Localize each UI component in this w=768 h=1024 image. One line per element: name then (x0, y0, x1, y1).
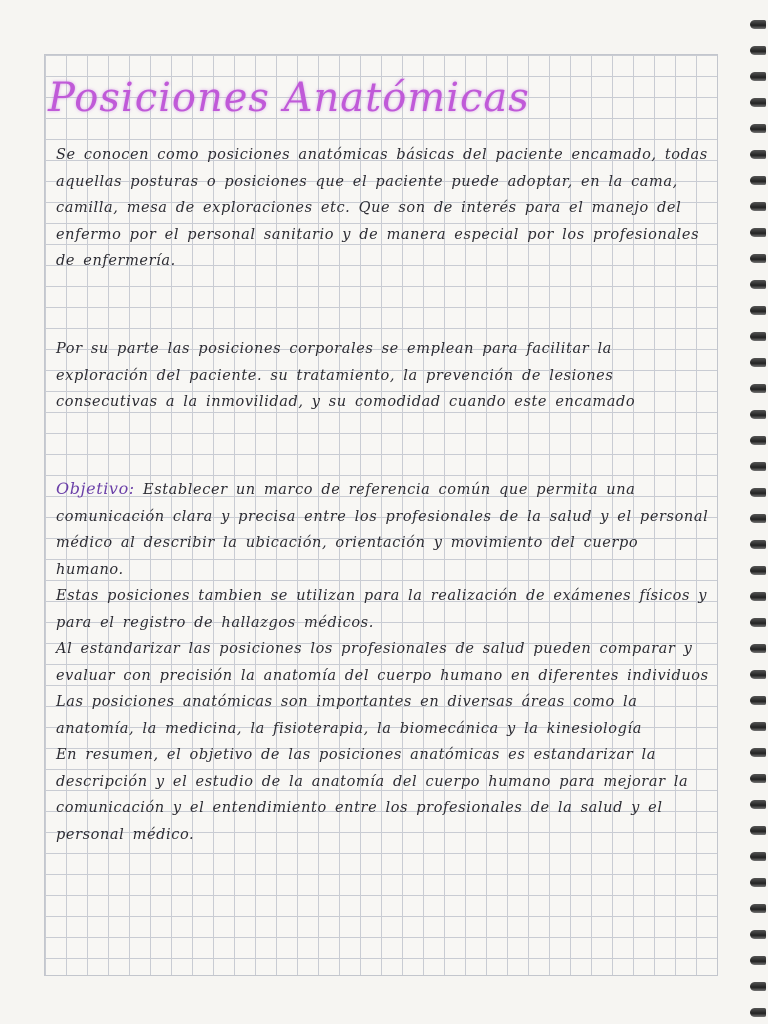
spiral-ring (750, 46, 766, 55)
spiral-ring (750, 774, 766, 783)
spiral-ring (750, 644, 766, 653)
spiral-ring (750, 202, 766, 211)
spiral-ring (750, 410, 766, 419)
spiral-ring (750, 696, 766, 705)
spiral-ring (750, 904, 766, 913)
spiral-ring (750, 436, 766, 445)
spiral-ring (750, 618, 766, 627)
objective-summary: En resumen, el objetivo de las posiciones anatómicas es estandarizar la descripción y el estudio de la anatomía del cuerpo humano para mejorar la comunicación y el entendimiento entre los profesionales de la salud y el personal médico. (56, 747, 689, 843)
spiral-binding (746, 20, 768, 1020)
spiral-ring (750, 878, 766, 887)
spiral-ring (750, 982, 766, 991)
spiral-ring (750, 514, 766, 523)
spiral-ring (750, 20, 766, 29)
spiral-ring (750, 670, 766, 679)
paragraph-purpose: Por su parte las posiciones corporales se emplean para facilitar la exploración del paciente. su tratamiento, la prevención de lesiones consecutivas a la inmovilidad, y su comodidad cuando este encamado (56, 341, 636, 410)
spiral-ring (750, 488, 766, 497)
spiral-ring (750, 592, 766, 601)
spiral-ring (750, 722, 766, 731)
spiral-ring (750, 826, 766, 835)
paragraph-definition: Se conocen como posiciones anatómicas básicas del paciente encamado, todas aquellas posturas o posiciones que el paciente puede adoptar, en la cama, camilla, mesa de exploraciones etc. Que son de interés para el manejo del enfermo por el personal sanitario y de manera especial por los profesionales de enfermería. (56, 147, 708, 269)
objective-areas: Las posiciones anatómicas son importantes en diversas áreas como la anatomía, la medicina, la fisioterapia, la biomecánica y la kinesiología (56, 694, 642, 737)
objective-label: Objetivo: (56, 479, 135, 498)
spiral-ring (750, 150, 766, 159)
spiral-ring (750, 228, 766, 237)
page-title: Posiciones Anatómicas (48, 75, 530, 121)
spiral-ring (750, 930, 766, 939)
spiral-ring (750, 280, 766, 289)
spiral-ring (750, 176, 766, 185)
spiral-ring (750, 98, 766, 107)
spiral-ring (750, 358, 766, 367)
spiral-ring (750, 124, 766, 133)
spiral-ring (750, 462, 766, 471)
spiral-ring (750, 748, 766, 757)
objective-standardize: Al estandarizar las posiciones los profesionales de salud pueden comparar y evaluar con precisión la anatomía del cuerpo humano en diferentes individuos (56, 641, 709, 684)
spiral-ring (750, 72, 766, 81)
objective-text: Establecer un marco de referencia común que permita una comunicación clara y precisa entre los profesionales de la salud y el personal médico al describir la ubicación, orientación y movimiento del cuerpo humano. (56, 482, 709, 578)
spiral-ring (750, 956, 766, 965)
spiral-ring (750, 384, 766, 393)
spiral-ring (750, 540, 766, 549)
spiral-ring (750, 852, 766, 861)
paragraph-objective (56, 476, 712, 848)
spiral-ring (750, 254, 766, 263)
spiral-ring (750, 332, 766, 341)
spiral-ring (750, 1008, 766, 1017)
spiral-ring (750, 306, 766, 315)
spiral-ring (750, 800, 766, 809)
spiral-ring (750, 566, 766, 575)
objective-exams: Estas posiciones tambien se utilizan para la realización de exámenes físicos y para el registro de hallazgos médicos. (56, 588, 708, 631)
